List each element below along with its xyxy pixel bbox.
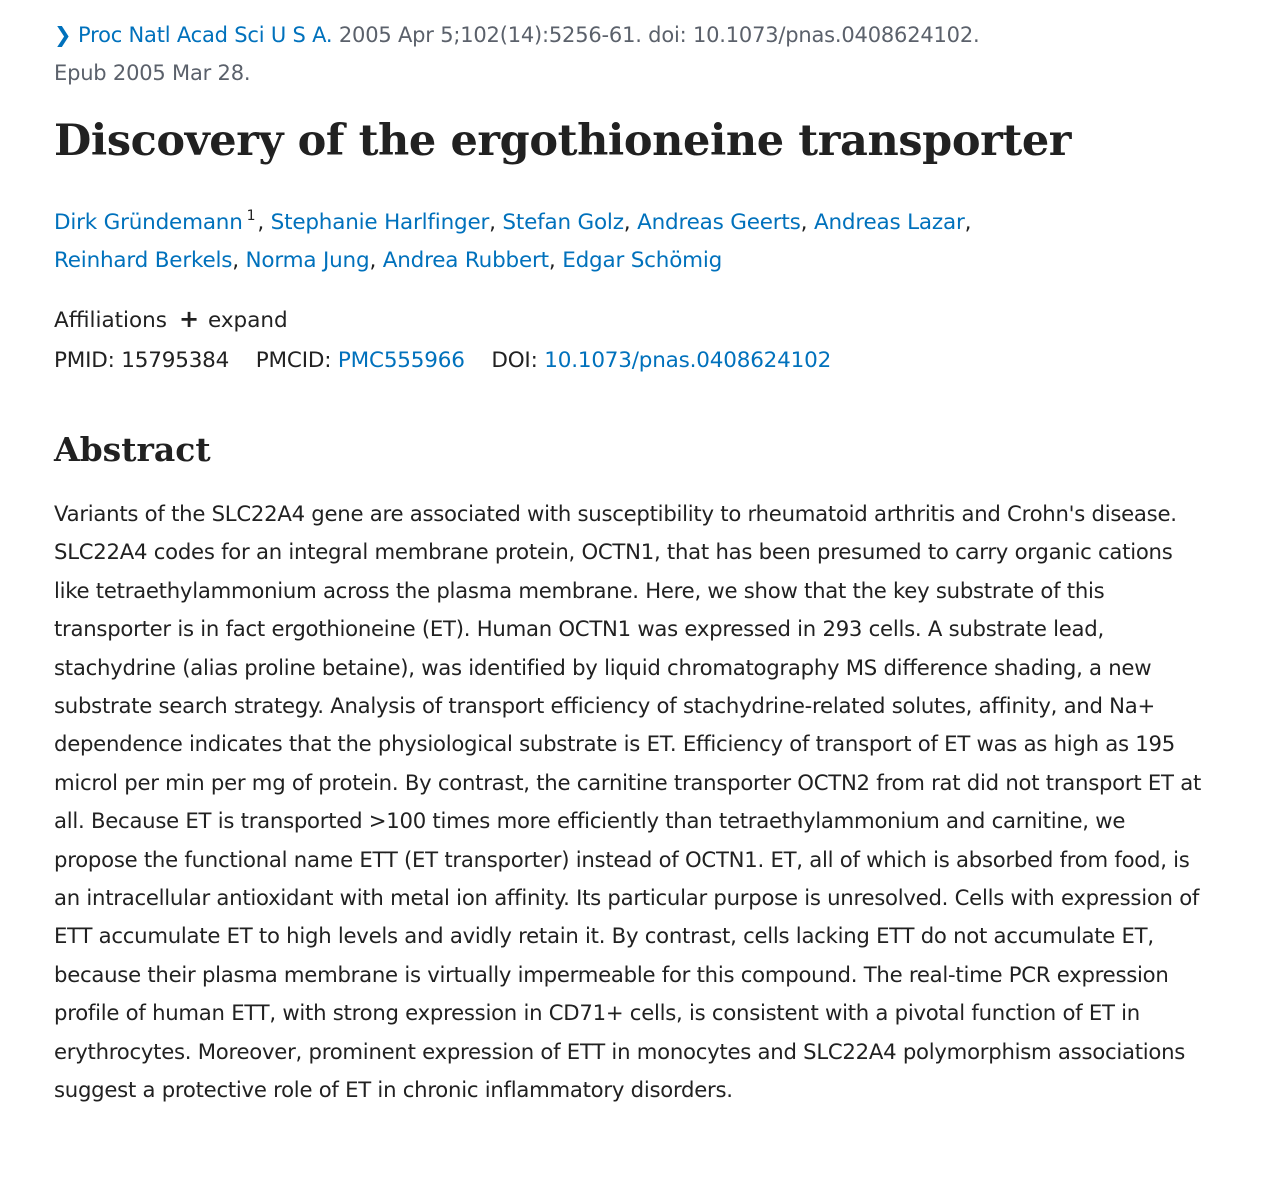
pmcid: PMCID: PMC555966 <box>255 348 465 373</box>
journal-link[interactable]: Proc Natl Acad Sci U S A. <box>78 23 333 47</box>
author-link[interactable]: Andreas Lazar <box>813 210 965 235</box>
affiliation-ref[interactable]: 1 <box>246 208 256 224</box>
author-link[interactable]: Reinhard Berkels <box>54 248 233 273</box>
citation-details: 2005 Apr 5;102(14):5256-61. doi: 10.1073/pnas.0408624102. <box>332 23 980 47</box>
author-link[interactable]: Stephanie Harlfinger <box>270 210 490 235</box>
article-title: Discovery of the ergothioneine transporter <box>54 116 1072 166</box>
chevron-right-icon[interactable]: ❯ <box>54 23 72 47</box>
identifiers <box>54 346 1211 376</box>
plus-icon[interactable]: + <box>179 305 200 333</box>
abstract-text: Variants of the SLC22A4 gene are associated with susceptibility to rheumatoid arthritis and Crohn's disease. SLC22A4 codes for an integral membrane protein, OCTN1, that has been presumed to carry organic cations like tetraethylammonium across the plasma membrane. Here, we show that the key substrate of this transporter is in fact ergothioneine (ET). Human OCTN1 was expressed in 293 cells. A substrate lead, stachydrine (alias proline betaine), was identified by liquid chromatography MS difference shading, a new substrate search strategy. Analysis of transport efficiency of stachydrine-related solutes, affinity, and Na+ dependence indicates that the physiological substrate is ET. Efficiency of transport of ET was as high as 195 microl per min per mg of protein. By contrast, the carnitine transporter OCTN2 from rat did not transport ET at all. Because ET is transported >100 times more efficiently than tetraethylammonium and carnitine, we propose the functional name ETT (ET transporter) instead of OCTN1. ET, all of which is absorbed from food, is an intracellular antioxidant with metal ion affinity. Its particular purpose is unresolved. Cells with expression of ETT accumulate ET to high levels and avidly retain it. By contrast, cells lacking ETT do not accumulate ET, because their plasma membrane is virtually impermeable for this compound. The real-time PCR expression profile of human ETT, with strong expression in CD71+ cells, is consistent with a pivotal function of ET in erythrocytes. Moreover, prominent expression of ETT in monocytes and SLC22A4 polymorphism associations suggest a protective role of ET in chronic inflammatory disorders. <box>54 501 1201 1103</box>
author-link[interactable]: Norma Jung <box>245 248 370 273</box>
expand-button[interactable]: expand <box>207 308 288 333</box>
epub-date: Epub 2005 Mar 28. <box>54 61 251 85</box>
citation <box>54 16 1211 92</box>
author-link[interactable]: Andrea Rubbert <box>382 248 549 273</box>
author-link[interactable]: Dirk Gründemann <box>54 210 243 235</box>
affiliations-label: Affiliations <box>54 308 168 333</box>
abstract-heading: Abstract <box>54 430 211 469</box>
author-link[interactable]: Edgar Schömig <box>562 248 723 273</box>
affiliations-toggle[interactable] <box>54 300 1211 340</box>
doi-link[interactable]: 10.1073/pnas.0408624102 <box>544 348 832 373</box>
pmid: PMID: 15795384 <box>54 348 230 373</box>
author-link[interactable]: Stefan Golz <box>502 210 624 235</box>
author-list: Dirk Gründemann $^1$, Stephanie Harlfinger, Stefan Golz, Andreas Geerts, Andreas Lazar, Reinhard Berkels, Norma Jung, Andrea Rubbert, Edgar Schömig <box>54 208 972 273</box>
pmcid-link[interactable]: PMC555966 <box>337 348 465 373</box>
author-link[interactable]: Andreas Geerts <box>637 210 801 235</box>
doi: DOI: 10.1073/pnas.0408624102 <box>491 348 832 373</box>
